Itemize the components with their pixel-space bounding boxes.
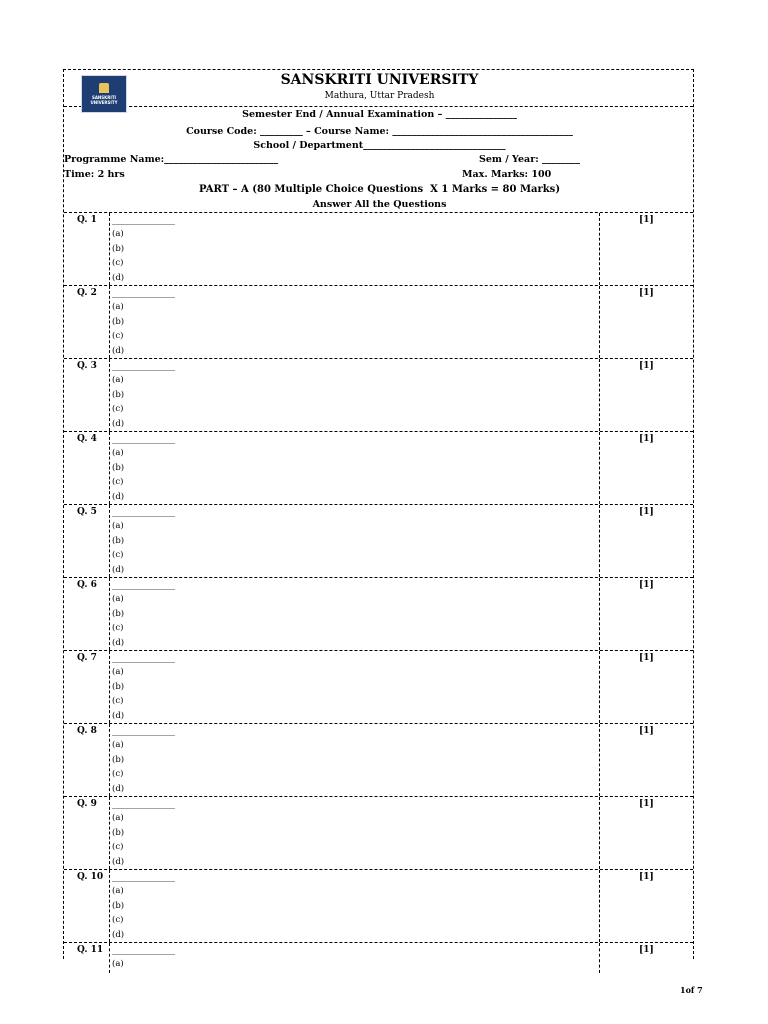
max-marks: Max. Marks: 100 <box>462 169 552 180</box>
question-row <box>64 359 693 432</box>
question-text-blank: ______________ <box>112 726 175 736</box>
answer-option: (c) <box>112 842 124 852</box>
logo-text-2: UNIVERSITY <box>90 100 118 105</box>
question-marks: [1] <box>639 872 654 882</box>
question-marks: [1] <box>639 726 654 736</box>
paper-header <box>64 70 693 107</box>
question-number: Q. 7 <box>77 653 97 663</box>
answer-option: (b) <box>112 754 125 765</box>
question-text-blank: ______________ <box>112 507 175 517</box>
exam-paper <box>63 69 694 969</box>
column-divider <box>599 505 600 577</box>
answer-option: (b) <box>112 389 125 400</box>
answer-option: (b) <box>112 316 125 327</box>
question-text-blank: ______________ <box>112 215 175 225</box>
page-number: 1of 7 <box>680 985 703 995</box>
answer-option: (c) <box>112 696 124 706</box>
question-row <box>64 286 693 359</box>
answer-option: (d) <box>112 418 125 429</box>
column-divider <box>599 797 600 869</box>
answer-option: (d) <box>112 564 125 575</box>
answer-option: (d) <box>112 491 125 502</box>
column-divider <box>109 797 110 869</box>
exam-type: Semester End / Annual Examination – _______________ <box>242 109 517 120</box>
column-divider <box>599 724 600 796</box>
university-location: Mathura, Uttar Pradesh <box>324 91 435 101</box>
answer-option: (d) <box>112 710 125 721</box>
question-number: Q. 8 <box>77 726 97 736</box>
question-row <box>64 578 693 651</box>
answer-option: (a) <box>112 813 124 823</box>
exam-time: Time: 2 hrs <box>64 169 125 180</box>
question-number: Q. 1 <box>77 215 97 225</box>
answer-option: (c) <box>112 477 124 487</box>
column-divider <box>109 943 110 973</box>
question-row <box>64 651 693 724</box>
answer-option: (b) <box>112 608 125 619</box>
column-divider <box>109 870 110 942</box>
question-number: Q. 10 <box>77 872 104 882</box>
question-number: Q. 2 <box>77 288 97 298</box>
question-marks: [1] <box>639 215 654 225</box>
question-row <box>64 870 693 943</box>
answer-option: (b) <box>112 243 125 254</box>
answer-option: (c) <box>112 769 124 779</box>
answer-option: (a) <box>112 521 124 531</box>
question-number: Q. 11 <box>77 945 104 955</box>
answer-option: (a) <box>112 959 124 969</box>
question-row <box>64 724 693 797</box>
question-text-blank: ______________ <box>112 580 175 590</box>
answer-option: (c) <box>112 404 124 414</box>
question-list <box>64 213 693 973</box>
question-text-blank: ______________ <box>112 288 175 298</box>
column-divider <box>599 870 600 942</box>
question-text-blank: ______________ <box>112 653 175 663</box>
column-divider <box>109 359 110 431</box>
school-line: School / Department______________________________ <box>253 140 506 151</box>
instruction: Answer All the Questions <box>312 199 447 210</box>
answer-option: (c) <box>112 915 124 925</box>
answer-option: (a) <box>112 302 124 312</box>
column-divider <box>109 432 110 504</box>
answer-option: (d) <box>112 272 125 283</box>
question-marks: [1] <box>639 507 654 517</box>
question-marks: [1] <box>639 799 654 809</box>
question-text-blank: ______________ <box>112 945 175 955</box>
answer-option: (d) <box>112 856 125 867</box>
answer-option: (c) <box>112 550 124 560</box>
answer-option: (b) <box>112 535 125 546</box>
column-divider <box>599 943 600 973</box>
column-divider <box>599 651 600 723</box>
question-number: Q. 5 <box>77 507 97 517</box>
answer-option: (d) <box>112 345 125 356</box>
programme-name: Programme Name:________________________ <box>64 154 279 165</box>
answer-option: (b) <box>112 827 125 838</box>
course-line: Course Code: _________ – Course Name: ______________________________________ <box>186 126 573 137</box>
column-divider <box>599 286 600 358</box>
answer-option: (a) <box>112 229 124 239</box>
question-row <box>64 505 693 578</box>
column-divider <box>599 359 600 431</box>
university-name: SANSKRITI UNIVERSITY <box>280 72 479 88</box>
answer-option: (d) <box>112 637 125 648</box>
question-number: Q. 6 <box>77 580 97 590</box>
answer-option: (c) <box>112 258 124 268</box>
answer-option: (c) <box>112 623 124 633</box>
answer-option: (a) <box>112 448 124 458</box>
question-marks: [1] <box>639 361 654 371</box>
column-divider <box>599 213 600 285</box>
question-row <box>64 213 693 286</box>
question-text-blank: ______________ <box>112 799 175 809</box>
question-row <box>64 943 693 973</box>
answer-option: (a) <box>112 594 124 604</box>
answer-option: (d) <box>112 783 125 794</box>
column-divider <box>109 286 110 358</box>
answer-option: (a) <box>112 375 124 385</box>
answer-option: (b) <box>112 462 125 473</box>
sem-year: Sem / Year: ________ <box>479 154 581 165</box>
column-divider <box>109 651 110 723</box>
answer-option: (b) <box>112 681 125 692</box>
question-row <box>64 432 693 505</box>
answer-option: (c) <box>112 331 124 341</box>
question-text-blank: ______________ <box>112 872 175 882</box>
question-marks: [1] <box>639 288 654 298</box>
answer-option: (b) <box>112 900 125 911</box>
answer-option: (d) <box>112 929 125 940</box>
question-text-blank: ______________ <box>112 361 175 371</box>
column-divider <box>109 578 110 650</box>
question-number: Q. 3 <box>77 361 97 371</box>
answer-option: (a) <box>112 886 124 896</box>
question-marks: [1] <box>639 653 654 663</box>
column-divider <box>109 213 110 285</box>
logo-text-1: SANSKRITI <box>91 95 117 100</box>
column-divider <box>599 578 600 650</box>
question-row <box>64 797 693 870</box>
column-divider <box>109 724 110 796</box>
part-title: PART – A (80 Multiple Choice Questions X 1 Marks = 80 Marks) <box>198 184 561 195</box>
question-marks: [1] <box>639 434 654 444</box>
exam-info <box>64 107 693 213</box>
answer-option: (a) <box>112 740 124 750</box>
column-divider <box>109 505 110 577</box>
answer-option: (a) <box>112 667 124 677</box>
question-text-blank: ______________ <box>112 434 175 444</box>
question-number: Q. 9 <box>77 799 97 809</box>
question-marks: [1] <box>639 945 654 955</box>
question-marks: [1] <box>639 580 654 590</box>
column-divider <box>599 432 600 504</box>
question-number: Q. 4 <box>77 434 97 444</box>
